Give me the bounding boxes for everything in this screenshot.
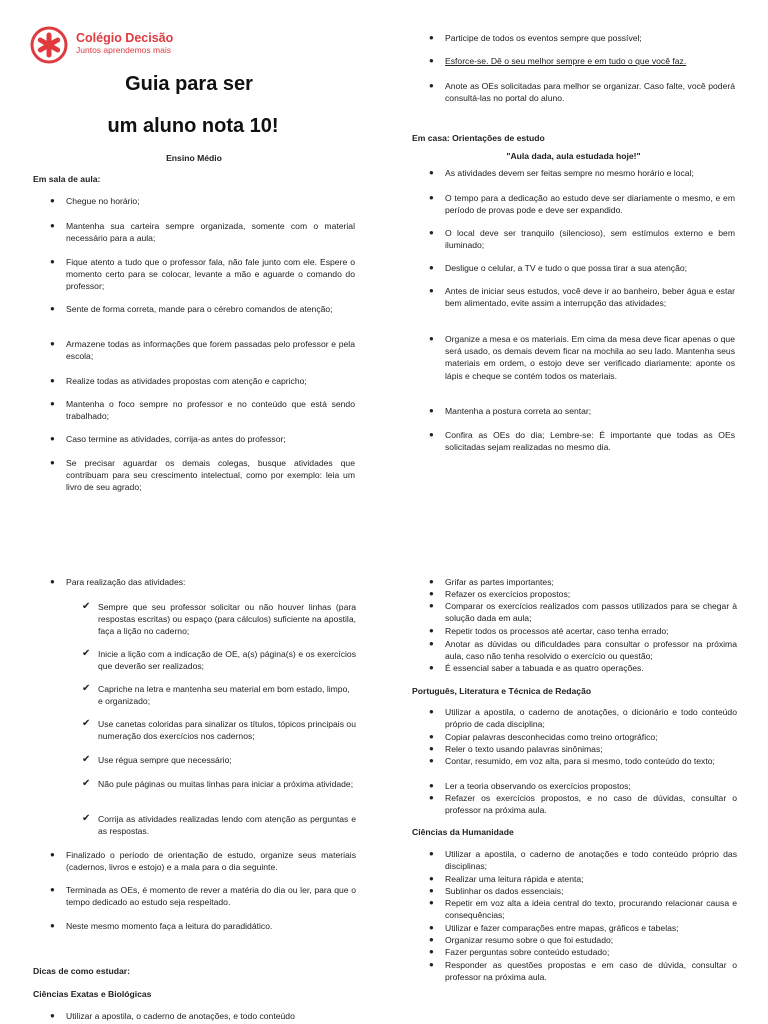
bullet-icon: ●: [50, 885, 55, 894]
list-item-text: Se precisar aguardar os demais colegas, busque atividades que contribuam para seu crescimento intelectual, como por exemplo: leia um livro de seu agrado;: [66, 458, 355, 493]
list-item-text: Terminada as OEs, é momento de rever a matéria do dia ou ler, para que o tempo dedicado ao estudo seja respeitado.: [66, 885, 356, 908]
bullet-icon: ●: [429, 334, 434, 343]
list-item-text: Use régua sempre que necessário;: [98, 755, 232, 765]
list-item-text: Repetir em voz alta a ideia central do texto, procurando relacionar causa e consequências;: [445, 898, 737, 921]
title-line-2: um aluno nota 10!: [107, 115, 279, 137]
bullet-icon: ●: [429, 886, 434, 895]
checkmark-icon: ✔: [82, 813, 91, 824]
bullet-icon: ●: [50, 399, 55, 408]
bullet-icon: ●: [429, 406, 434, 415]
bullet-icon: ●: [50, 304, 55, 313]
list-item-text: Não pule páginas ou muitas linhas para iniciar a próxima atividade;: [98, 779, 354, 789]
bullet-icon: ●: [429, 874, 434, 883]
bullet-icon: ●: [429, 263, 434, 272]
bullet-icon: ●: [429, 639, 434, 648]
list-item-text: Confira as OEs do dia; Lembre-se: É importante que todas as OEs solicitadas sejam realizadas no mesmo dia.: [445, 430, 735, 453]
section-heading-humanidade: Ciências da Humanidade: [412, 827, 514, 837]
bullet-icon: ●: [429, 707, 434, 716]
bullet-icon: ●: [429, 849, 434, 858]
list-item-text: Sempre que seu professor solicitar ou não houver linhas (para respostas escritas) ou espaço (para cálculos) suficiente na apostila, faça a lição no caderno;: [98, 602, 356, 637]
bullet-icon: ●: [429, 228, 434, 237]
bullet-icon: ●: [429, 756, 434, 765]
section-intro-atividades: Para realização das atividades:: [66, 577, 186, 587]
list-item-text: O local deve ser tranquilo (silencioso), sem estímulos externo e bem iluminado;: [445, 228, 735, 251]
bullet-icon: ●: [50, 376, 55, 385]
bullet-icon: ●: [429, 577, 434, 586]
bullet-icon: ●: [429, 601, 434, 610]
section-heading-portugues: Português, Literatura e Técnica de Redação: [412, 686, 592, 696]
list-item-text: Fazer perguntas sobre conteúdo estudado;: [445, 947, 610, 957]
section-heading-sala: Em sala de aula:: [33, 174, 101, 184]
bullet-icon: ●: [50, 1011, 55, 1020]
list-item-text: Realizar uma leitura rápida e atenta;: [445, 874, 584, 884]
bullet-icon: ●: [429, 898, 434, 907]
list-item-text: Caso termine as atividades, corrija-as antes do professor;: [66, 434, 286, 444]
list-item-text: Capriche na letra e mantenha seu material em bom estado, limpo, e organizado;: [98, 684, 350, 707]
title-line-1: Guia para ser: [125, 73, 253, 95]
list-item-text: Copiar palavras desconhecidas como treino ortográfico;: [445, 732, 658, 742]
bullet-icon: ●: [50, 458, 55, 467]
school-slogan: Juntos aprendemos mais: [76, 45, 171, 55]
list-item-text: Anote as OEs solicitadas para melhor se organizar. Caso falte, você poderá consultá-las no portal do aluno.: [445, 81, 735, 104]
checkmark-icon: ✔: [82, 754, 91, 765]
list-item-text: Chegue no horário;: [66, 196, 140, 206]
list-item-text: Antes de iniciar seus estudos, você deve ir ao banheiro, beber água e estar bem alimentado, evite assim a interrupção das atividades;: [445, 286, 735, 309]
list-item-text: Corrija as atividades realizadas lendo com atenção as perguntas e as respostas.: [98, 814, 356, 837]
list-item-text: Ler a teoria observando os exercícios propostos;: [445, 781, 631, 791]
list-item-text: Refazer os exercícios propostos;: [445, 589, 571, 599]
bullet-icon: ●: [429, 430, 434, 439]
list-item-text: Armazene todas as informações que forem passadas pelo professor e pela escola;: [66, 339, 355, 362]
list-item-text: Anotar as dúvidas ou dificuldades para consultar o professor na próxima aula, caso não tenha resolvido o exercício ou questão;: [445, 639, 737, 662]
list-item-text: As atividades devem ser feitas sempre no mesmo horário e local;: [445, 168, 694, 178]
list-item-text: Mantenha o foco sempre no professor e no conteúdo que está sendo trabalhado;: [66, 399, 355, 422]
subtitle: Ensino Médio: [166, 153, 222, 163]
list-item-text: Grifar as partes importantes;: [445, 577, 554, 587]
list-item-text: Use canetas coloridas para sinalizar os títulos, tópicos principais ou numeração dos exercícios nos cadernos;: [98, 719, 356, 742]
list-item-text: Mantenha sua carteira sempre organizada, somente com o material necessário para a aula;: [66, 221, 355, 244]
list-item-text: Inicie a lição com a indicação de OE, a(s) página(s) e os exercícios que deverão ser realizados;: [98, 649, 356, 672]
list-item-text: Organizar resumo sobre o que foi estudado;: [445, 935, 614, 945]
bullet-icon: ●: [429, 923, 434, 932]
list-item-text: Neste mesmo momento faça a leitura do paradidático.: [66, 921, 273, 931]
list-item-text: Responder as questões propostas e em caso de dúvida, consultar o professor na próxima aula.: [445, 960, 737, 983]
list-item-text: Fique atento a tudo que o professor fala, não fale junto com ele. Espere o momento certo para se colocar, levante a mão e aguarde o comando do professor;: [66, 257, 355, 292]
bullet-icon: ●: [429, 286, 434, 295]
checkmark-icon: ✔: [82, 648, 91, 659]
bullet-icon: ●: [429, 781, 434, 790]
bullet-icon: ●: [429, 663, 434, 672]
checkmark-icon: ✔: [82, 778, 91, 789]
section-heading-exatas: Ciências Exatas e Biológicas: [33, 989, 152, 999]
bullet-icon: ●: [50, 196, 55, 205]
bullet-icon: ●: [50, 257, 55, 266]
bullet-icon: ●: [429, 732, 434, 741]
list-item-text: Contar, resumido, em voz alta, para si mesmo, todo conteúdo do texto;: [445, 756, 715, 766]
bullet-icon: ●: [429, 589, 434, 598]
school-name: Colégio Decisão: [76, 31, 174, 45]
bullet-icon: ●: [429, 744, 434, 753]
checkmark-icon: ✔: [82, 683, 91, 694]
bullet-icon: ●: [429, 947, 434, 956]
list-item-text: Utilizar a apostila, o caderno de anotações e todo conteúdo próprio das disciplinas;: [445, 849, 737, 872]
list-item-text: Organize a mesa e os materiais. Em cima da mesa deve ficar apenas o que será usado, os demais devem ficar na mochila ao seu lado. Mantenha seus materiais em ordem, o estojo deve ser verificado diariamente: aponte os lápis e cheque se contém todos os materiais.: [445, 334, 735, 381]
list-item-text: Reler o texto usando palavras sinônimas;: [445, 744, 603, 754]
list-item-text: Sublinhar os dados essenciais;: [445, 886, 564, 896]
bullet-icon: ●: [50, 339, 55, 348]
list-item-text: Participe de todos os eventos sempre que possível;: [445, 33, 642, 43]
bullet-icon: ●: [429, 793, 434, 802]
bullet-icon: ●: [429, 935, 434, 944]
quote: "Aula dada, aula estudada hoje!": [506, 151, 641, 161]
list-item-text: É essencial saber a tabuada e as quatro operações.: [445, 663, 644, 673]
bullet-icon: ●: [429, 193, 434, 202]
asterisk-logo-icon: [30, 26, 68, 64]
checkmark-icon: ✔: [82, 601, 91, 612]
section-heading-dicas: Dicas de como estudar:: [33, 966, 130, 976]
list-item-text: Esforce-se. Dê o seu melhor sempre e em tudo o que você faz.: [445, 56, 687, 66]
list-item-text: Finalizado o período de orientação de estudo, organize seus materiais (cadernos, livros e estojo) e a mala para o dia seguinte.: [66, 850, 356, 873]
bullet-icon: ●: [429, 56, 434, 65]
list-item-text: Desligue o celular, a TV e tudo o que possa tirar a sua atenção;: [445, 263, 688, 273]
bullet-icon: ●: [50, 221, 55, 230]
list-item-text: Utilizar e fazer comparações entre mapas, gráficos e tabelas;: [445, 923, 679, 933]
checkmark-icon: ✔: [82, 718, 91, 729]
bullet-icon: ●: [50, 434, 55, 443]
bullet-icon: ●: [50, 921, 55, 930]
section-heading-casa: Em casa: Orientações de estudo: [412, 133, 545, 143]
list-item-text: Refazer os exercícios propostos, e no caso de dúvidas, consultar o professor na próxima aula.: [445, 793, 737, 816]
list-item-text: Sente de forma correta, mande para o cérebro comandos de atenção;: [66, 304, 333, 314]
bullet-icon: ●: [429, 960, 434, 969]
list-item-text: O tempo para a dedicação ao estudo deve ser diariamente o mesmo, e em período de provas pode e deve ser expandido.: [445, 193, 735, 216]
bullet-icon: ●: [50, 850, 55, 859]
list-item-text: Realize todas as atividades propostas com atenção e capricho;: [66, 376, 307, 386]
list-item-text: Repetir todos os processos até acertar, caso tenha errado;: [445, 626, 669, 636]
list-item-text: Mantenha a postura correta ao sentar;: [445, 406, 592, 416]
bullet-icon: ●: [429, 33, 434, 42]
bullet-icon: ●: [50, 577, 55, 586]
bullet-icon: ●: [429, 626, 434, 635]
bullet-icon: ●: [429, 168, 434, 177]
list-item-text: Comparar os exercícios realizados com passos utilizados para se chegar à solução dada em aula;: [445, 601, 737, 624]
list-item-text: Utilizar a apostila, o caderno de anotações, o dicionário e todo conteúdo próprio de cada disciplina;: [445, 707, 737, 730]
list-item-text: Utilizar a apostila, o caderno de anotações, e todo conteúdo: [66, 1011, 295, 1021]
bullet-icon: ●: [429, 81, 434, 90]
